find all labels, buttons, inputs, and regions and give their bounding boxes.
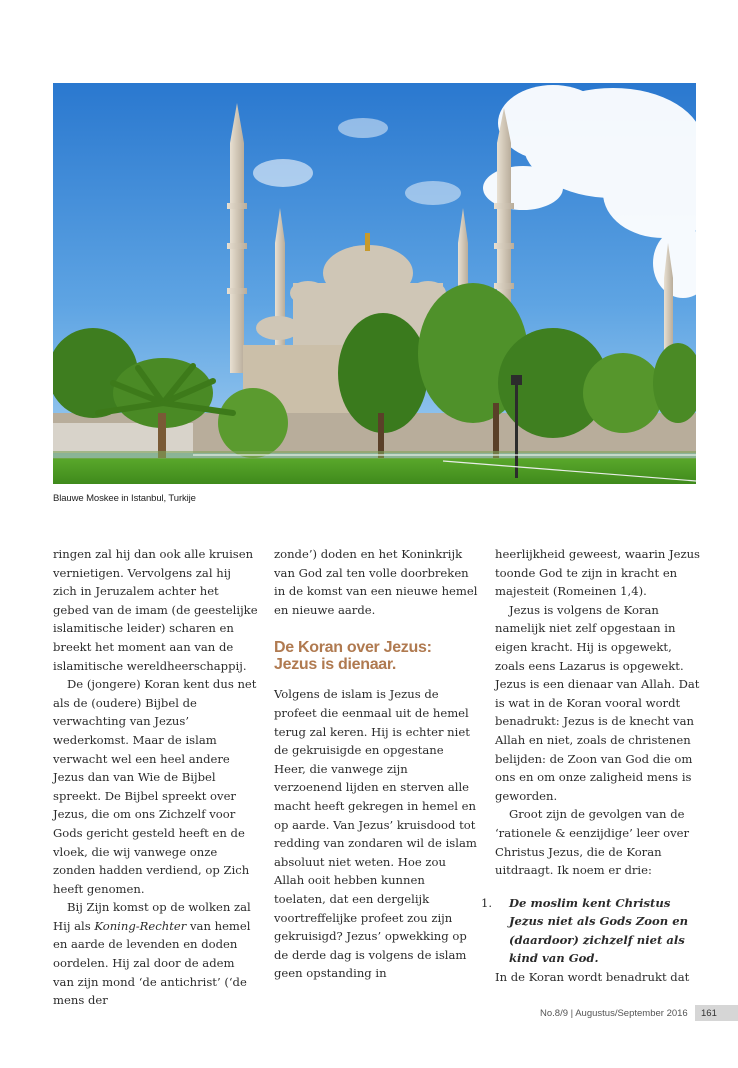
lawn <box>53 458 696 484</box>
heading-line: Jezus is dienaar. <box>274 656 397 674</box>
heading-line: De Koran over Jezus: <box>274 639 432 657</box>
text-column-1 <box>53 545 258 1010</box>
numbered-list-item <box>481 894 700 968</box>
issue-info <box>540 1005 688 1021</box>
paragraph: ringen zal hij dan ook alle kruisen vernietigen. Vervolgens zal hij zich in Jeruzalem achter het gebed van de imam (de geestelijke islamitische leider) scharen en breekt het moment aan van de islamitische wereldheerschappij. <box>53 547 258 673</box>
text-span: Bij Zijn komst op de wolken zal Hij als <box>53 900 251 933</box>
list-number: 1. <box>481 895 493 910</box>
issue-label: No.8/9 | Augustus/September 2016 <box>540 1007 688 1019</box>
paragraph: heerlijkheid geweest, waarin Jezus toonde God te zijn in kracht en majesteit (Romeinen 1,4). <box>495 547 701 599</box>
text-column-2 <box>274 545 479 983</box>
text-column-3 <box>481 545 701 987</box>
paragraph <box>53 898 258 1010</box>
paragraph: Groot zijn de gevolgen van de ‘rationele & eenzijdige’ leer over Christus Jezus, die de Koran uitdraagt. Ik noem er drie: <box>495 807 690 878</box>
text-span: van hemel en aarde de levenden en doden oordelen. Hij zal door de adem van zijn mond ‘de antichrist’ (‘de mens der <box>53 918 251 1008</box>
page-number: 161 <box>695 1005 738 1021</box>
paragraph: In de Koran wordt benadrukt dat <box>495 970 690 985</box>
photo-caption: Blauwe Moskee in Istanbul, Turkije <box>53 493 196 504</box>
paragraph: Jezus is volgens de Koran namelijk niet zelf opgestaan in eigen kracht. Hij is opgewekt, zoals eens Lazarus is opgewekt. Jezus is een dienaar van Allah. Dat is wat in de Koran vooral wordt benadrukt: Jezus is de knecht van Allah en niet, zoals de christenen belijden: de Zoon van God die om ons en om onze zaligheid mens is geworden. <box>495 602 700 803</box>
paragraph: zonde’) doden en het Koninkrijk van God zal ten volle doorbreken in de komst van een nieuwe hemel en nieuwe aarde. <box>274 547 478 617</box>
section-heading <box>274 639 479 673</box>
mosque-photo <box>53 83 696 484</box>
paragraph: De (jongere) Koran kent dus net als de (oudere) Bijbel de verwachting van Jezus’ wederkomst. Maar de islam verwacht wel een heel andere Jezus dan van Wie de Bijbel spreekt. De Bijbel spreekt over Jezus, die om ons Zichzelf voor Gods gericht gesteld heeft en de vloek, die wij vanwege onze zonden hadden verdiend, op Zich heeft genomen. <box>53 677 257 896</box>
emphasis: Koning-Rechter <box>94 918 187 933</box>
list-text: De moslim kent Christus Jezus niet als Gods Zoon en (daardoor) zichzelf niet als kind van God. <box>509 895 689 966</box>
paragraph: Volgens de islam is Jezus de profeet die eenmaal uit de hemel terug zal keren. Hij is echter niet de gekruisigde en opgestane Heer, die vanwege zijn verzoenend lijden en sterven alle macht heeft gekregen in hemel en op aarde. Van Jezus’ kruisdood tot redding van zondaren wil de islam absoluut niet weten. Hoe zou Allah ooit hebben kunnen toelaten, dat een dergelijk voortreffelijke profeet zou zijn gekruisigd? Jezus’ opwekking op de derde dag is volgens de islam geen opstanding in <box>274 687 477 981</box>
